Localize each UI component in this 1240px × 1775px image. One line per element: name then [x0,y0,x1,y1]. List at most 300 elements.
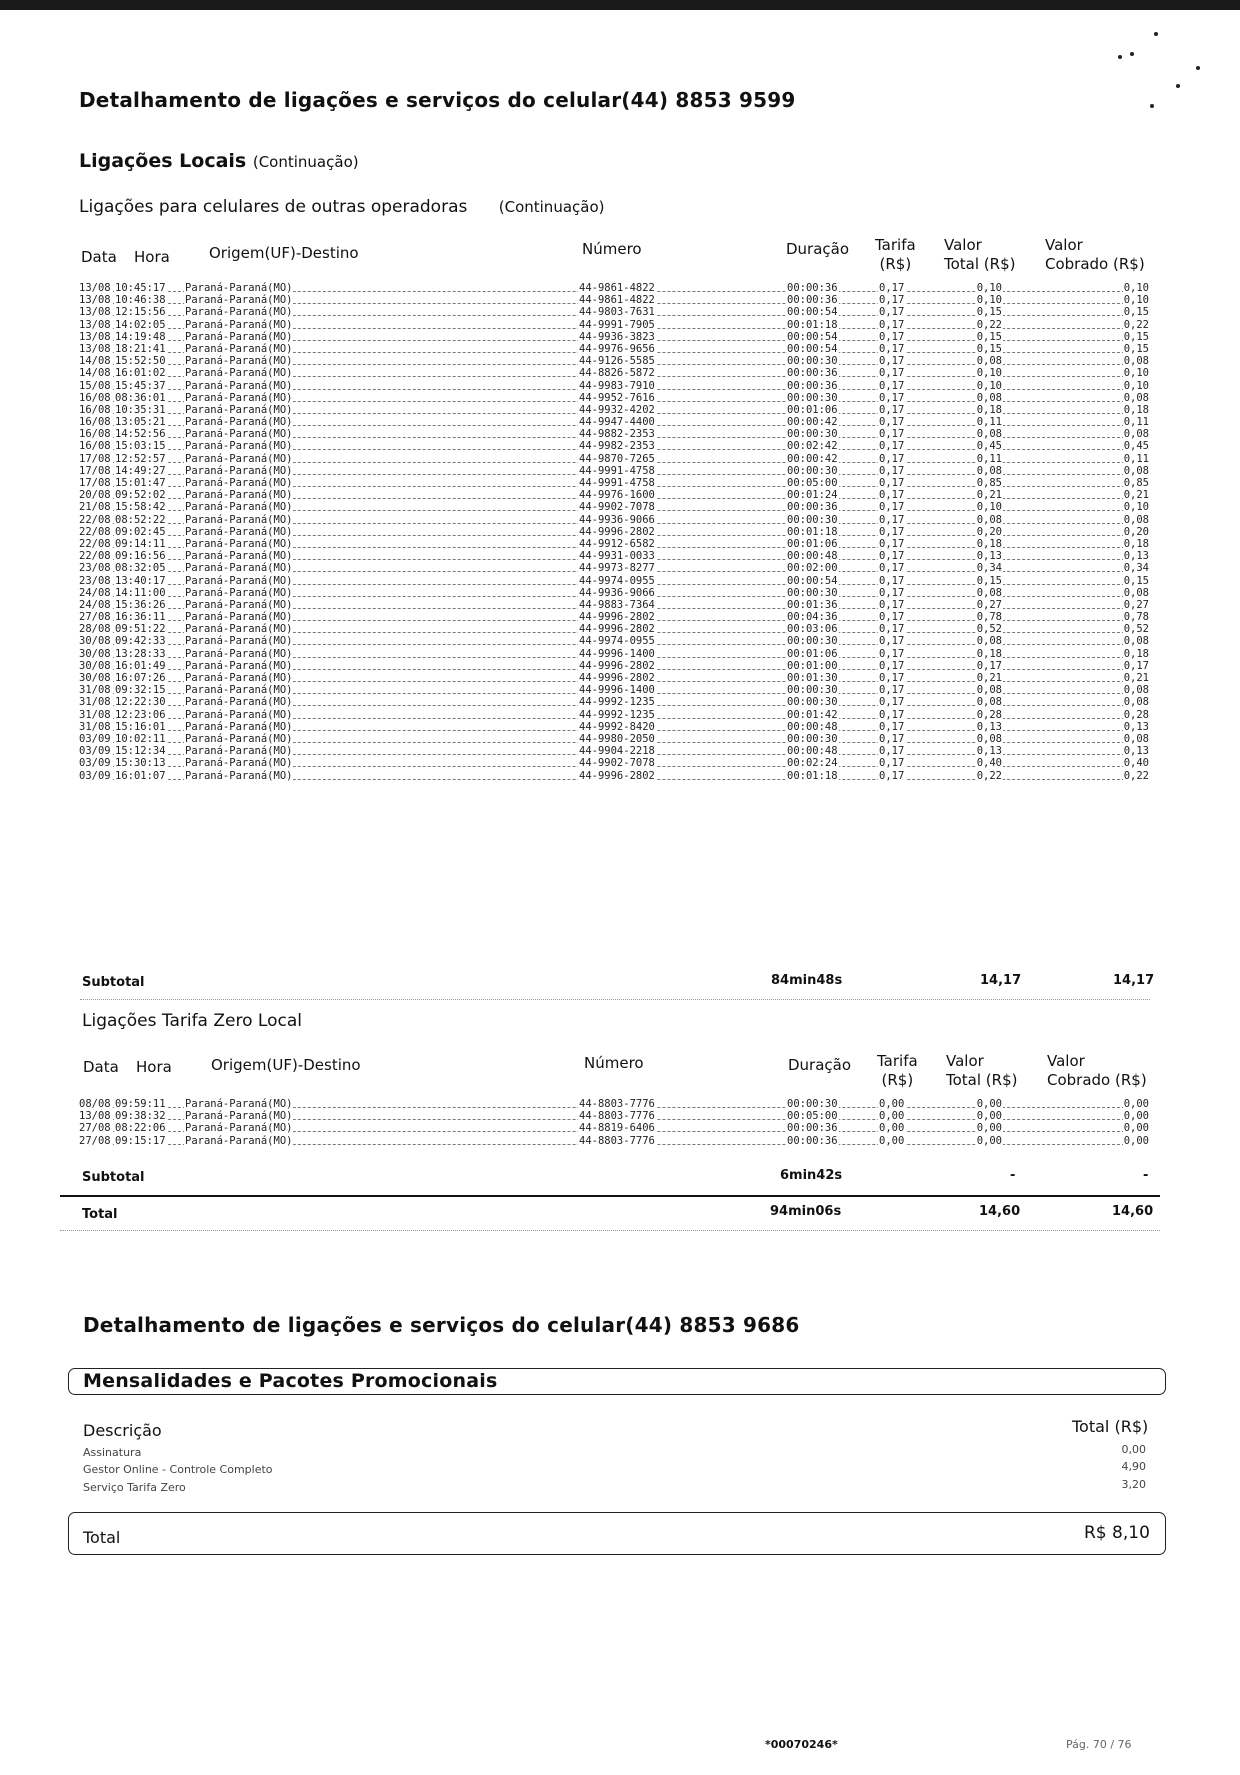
call-date: 13/08 [79,294,111,307]
call-total: 0,45 [976,440,1002,453]
call-total: 0,00 [976,1122,1002,1135]
call-duration: 00:00:36 [787,379,838,392]
package-box-title: Mensalidades e Pacotes Promocionais [83,1370,498,1392]
table-row [78,550,1150,562]
call-date: 22/08 [79,513,111,526]
call-charged: 0,18 [1123,647,1149,660]
col-hora: Hora [134,248,170,266]
desc-header: Descrição [83,1421,162,1440]
call-rate: 0,17 [879,708,905,721]
call-time: 15:30:13 [115,757,166,770]
call-charged: 0,15 [1123,330,1149,343]
call-total: 0,52 [976,623,1002,636]
col-valor-total-line2: Total (R$) [944,255,1016,273]
call-total: 0,10 [976,379,1002,392]
call-number: 44-9974-0955 [579,574,655,587]
call-date: 03/09 [79,757,111,770]
call-origin: Paraná-Paraná(MO) [185,720,293,733]
col-numero: Número [584,1054,644,1072]
call-duration: 00:04:36 [787,611,838,624]
call-total: 0,08 [976,696,1002,709]
call-number: 44-9992-1235 [579,696,655,709]
call-date: 31/08 [79,708,111,721]
call-origin: Paraná-Paraná(MO) [185,537,293,550]
call-charged: 0,22 [1123,769,1149,782]
call-total: 0,78 [976,611,1002,624]
call-time: 16:01:07 [115,769,166,782]
call-origin: Paraná-Paraná(MO) [185,745,293,758]
call-total: 0,15 [976,574,1002,587]
call-origin: Paraná-Paraná(MO) [185,367,293,380]
call-total: 0,08 [976,586,1002,599]
call-charged: 0,08 [1123,696,1149,709]
call-time: 13:40:17 [115,574,166,587]
calls-table [78,282,1150,782]
call-number: 44-9996-1400 [579,684,655,697]
table-row [78,684,1150,696]
call-origin: Paraná-Paraná(MO) [185,355,293,368]
call-date: 27/08 [79,611,111,624]
col-duracao: Duração [788,1056,852,1074]
call-origin: Paraná-Paraná(MO) [185,769,293,782]
call-time: 15:01:47 [115,477,166,489]
total-valor-cobrado: 14,60 [1112,1204,1154,1219]
call-rate: 0,17 [879,550,905,563]
call-time: 08:52:22 [115,513,166,526]
call-duration: 00:00:36 [787,501,838,514]
table-row [78,392,1150,404]
call-charged: 0,08 [1123,635,1149,648]
table-row [78,306,1150,318]
call-duration: 00:00:54 [787,330,838,343]
call-rate: 0,17 [879,732,905,745]
call-charged: 0,78 [1123,611,1149,624]
call-duration: 00:00:30 [787,391,838,404]
call-rate: 0,17 [879,513,905,526]
table-row [78,477,1150,489]
call-duration: 00:00:30 [787,1098,838,1110]
call-total: 0,34 [976,562,1002,575]
table-row [78,514,1150,526]
call-number: 44-9904-2218 [579,745,655,758]
call-date: 24/08 [79,586,111,599]
call-duration: 00:00:36 [787,367,838,380]
table-row [78,501,1150,513]
scan-speck [1150,104,1154,108]
call-duration: 00:00:54 [787,342,838,355]
subgroup-title [79,197,604,217]
call-duration: 00:01:06 [787,647,838,660]
call-date: 17/08 [79,477,111,489]
call-origin: Paraná-Paraná(MO) [185,330,293,343]
scan-speck [1118,55,1122,59]
call-origin: Paraná-Paraná(MO) [185,391,293,404]
call-date: 13/08 [79,1110,111,1123]
service-label: Assinatura [83,1446,142,1459]
group-name: Ligações Locais [79,150,247,172]
call-rate: 0,17 [879,757,905,770]
call-origin: Paraná-Paraná(MO) [185,513,293,526]
call-rate: 0,17 [879,525,905,538]
call-origin: Paraná-Paraná(MO) [185,696,293,709]
call-date: 13/08 [79,282,111,294]
table-row [78,587,1150,599]
call-charged: 0,08 [1123,586,1149,599]
call-charged: 0,10 [1123,367,1149,380]
total-valor-total: 14,60 [979,1204,1021,1219]
call-total: 0,08 [976,684,1002,697]
call-rate: 0,17 [879,623,905,636]
call-date: 23/08 [79,574,111,587]
col-tarifa-line1: Tarifa [875,236,916,254]
call-total: 0,21 [976,672,1002,684]
call-duration: 00:01:06 [787,403,838,416]
call-number: 44-9126-5585 [579,355,655,368]
call-date: 24/08 [79,598,111,611]
call-time: 13:05:21 [115,416,166,429]
zero-section-title: Ligações Tarifa Zero Local [82,1011,302,1031]
call-date: 27/08 [79,1122,111,1135]
col-valor-total-line2: Total (R$) [946,1071,1018,1089]
call-time: 12:22:30 [115,696,166,709]
call-date: 22/08 [79,537,111,550]
call-origin: Paraná-Paraná(MO) [185,489,293,502]
call-time: 15:45:37 [115,379,166,392]
subtotal-valor-total: 14,17 [980,973,1022,988]
group-suffix: (Continuação) [252,153,359,171]
call-total: 0,10 [976,501,1002,514]
subgroup-name: Ligações para celulares de outras operadoras [79,197,468,217]
call-duration: 00:00:30 [787,732,838,745]
call-number: 44-9936-9066 [579,586,655,599]
call-charged: 0,28 [1123,708,1149,721]
call-total: 0,15 [976,342,1002,355]
table-row [78,489,1150,501]
call-origin: Paraná-Paraná(MO) [185,574,293,587]
call-time: 09:32:15 [115,684,166,697]
call-rate: 0,17 [879,440,905,453]
call-time: 10:02:11 [115,732,166,745]
col-tarifa-line2: (R$) [879,255,912,273]
subtotal-valor-total: - [1010,1168,1016,1183]
call-time: 09:15:17 [115,1134,166,1147]
col-tarifa-line2: (R$) [881,1071,914,1089]
call-number: 44-9912-6582 [579,537,655,550]
scan-speck [1130,52,1134,56]
call-date: 17/08 [79,452,111,465]
table-row [78,721,1150,733]
call-date: 15/08 [79,379,111,392]
call-rate: 0,17 [879,428,905,441]
call-duration: 00:00:54 [787,306,838,319]
call-number: 44-9861-4822 [579,282,655,294]
call-rate: 0,17 [879,598,905,611]
call-charged: 0,21 [1123,672,1149,684]
table-row [78,380,1150,392]
call-number: 44-9996-2802 [579,769,655,782]
subtotal-duration: 6min42s [780,1168,843,1183]
call-charged: 0,45 [1123,440,1149,453]
call-time: 10:35:31 [115,403,166,416]
call-total: 0,08 [976,732,1002,745]
table-row [78,599,1150,611]
call-time: 14:19:48 [115,330,166,343]
col-valor-cobrado-line2: Cobrado (R$) [1047,1071,1147,1089]
table-row [78,709,1150,721]
call-total: 0,18 [976,537,1002,550]
call-number: 44-8803-7776 [579,1110,655,1123]
call-rate: 0,00 [879,1134,905,1147]
call-total: 0,18 [976,403,1002,416]
scan-speck [1196,66,1200,70]
call-total: 0,27 [976,598,1002,611]
call-number: 44-9996-2802 [579,611,655,624]
call-date: 22/08 [79,550,111,563]
call-date: 30/08 [79,672,111,684]
call-total: 0,13 [976,745,1002,758]
call-number: 44-9976-1600 [579,489,655,502]
call-charged: 0,15 [1123,574,1149,587]
call-origin: Paraná-Paraná(MO) [185,672,293,684]
call-rate: 0,17 [879,501,905,514]
col-origem: Origem(UF)-Destino [211,1056,361,1074]
call-number: 44-9936-3823 [579,330,655,343]
table-row [78,672,1150,684]
total-duration: 94min06s [770,1204,842,1219]
call-rate: 0,17 [879,489,905,502]
table-row [78,757,1150,769]
call-charged: 0,10 [1123,379,1149,392]
call-time: 08:22:06 [115,1122,166,1135]
call-origin: Paraná-Paraná(MO) [185,562,293,575]
call-date: 03/09 [79,769,111,782]
call-origin: Paraná-Paraná(MO) [185,623,293,636]
call-rate: 0,17 [879,342,905,355]
table-row [78,733,1150,745]
call-duration: 00:00:42 [787,452,838,465]
call-date: 17/08 [79,464,111,477]
call-date: 22/08 [79,525,111,538]
call-number: 44-8819-6406 [579,1122,655,1135]
call-time: 15:58:42 [115,501,166,514]
call-date: 13/08 [79,330,111,343]
call-time: 08:36:01 [115,391,166,404]
call-rate: 0,17 [879,452,905,465]
col-valor-cobrado-line1: Valor [1047,1052,1085,1070]
call-total: 0,20 [976,525,1002,538]
scan-top-edge [0,0,1240,10]
call-total: 0,08 [976,635,1002,648]
call-date: 28/08 [79,623,111,636]
call-number: 44-9861-4822 [579,294,655,307]
call-number: 44-9803-7631 [579,306,655,319]
call-rate: 0,17 [879,477,905,489]
call-duration: 00:00:36 [787,294,838,307]
call-duration: 00:00:48 [787,720,838,733]
col-data: Data [81,248,117,266]
call-total: 0,00 [976,1098,1002,1110]
call-total: 0,08 [976,391,1002,404]
total-box [68,1512,1166,1555]
call-rate: 0,00 [879,1122,905,1135]
call-rate: 0,17 [879,403,905,416]
call-charged: 0,11 [1123,416,1149,429]
call-charged: 0,15 [1123,306,1149,319]
table-row [78,465,1150,477]
call-origin: Paraná-Paraná(MO) [185,440,293,453]
call-duration: 00:01:18 [787,318,838,331]
call-duration: 00:00:30 [787,464,838,477]
call-date: 27/08 [79,1134,111,1147]
call-origin: Paraná-Paraná(MO) [185,342,293,355]
call-charged: 0,10 [1123,294,1149,307]
call-duration: 00:05:00 [787,477,838,489]
call-rate: 0,17 [879,647,905,660]
call-charged: 0,00 [1123,1098,1149,1110]
call-charged: 0,08 [1123,355,1149,368]
call-number: 44-9991-4758 [579,477,655,489]
call-time: 09:14:11 [115,537,166,550]
table-row [78,745,1150,757]
call-rate: 0,17 [879,537,905,550]
call-number: 44-9932-4202 [579,403,655,416]
call-rate: 0,17 [879,367,905,380]
call-rate: 0,17 [879,586,905,599]
call-date: 14/08 [79,367,111,380]
call-number: 44-9882-2353 [579,428,655,441]
col-valor-total [946,1052,1017,1090]
call-rate: 0,17 [879,720,905,733]
call-duration: 00:00:36 [787,1122,838,1135]
call-duration: 00:00:42 [787,416,838,429]
call-origin: Paraná-Paraná(MO) [185,1134,293,1147]
call-charged: 0,13 [1123,720,1149,733]
call-charged: 0,08 [1123,391,1149,404]
subtotal-valor-cobrado: - [1143,1168,1149,1183]
col-valor-total [944,236,1015,274]
service-value: 0,00 [1121,1443,1146,1456]
call-date: 16/08 [79,416,111,429]
call-charged: 0,85 [1123,477,1149,489]
call-time: 09:59:11 [115,1098,166,1110]
call-time: 13:28:33 [115,647,166,660]
call-origin: Paraná-Paraná(MO) [185,647,293,660]
call-charged: 0,15 [1123,342,1149,355]
call-origin: Paraná-Paraná(MO) [185,428,293,441]
call-time: 10:46:38 [115,294,166,307]
call-time: 09:02:45 [115,525,166,538]
call-total: 0,22 [976,769,1002,782]
call-charged: 0,40 [1123,757,1149,770]
col-valor-cobrado [1047,1052,1147,1090]
page-number: Pág. 70 / 76 [1066,1738,1132,1751]
table-row [78,416,1150,428]
call-charged: 0,10 [1123,501,1149,514]
table-row [78,428,1150,440]
call-total: 0,08 [976,513,1002,526]
col-tarifa [877,1052,918,1090]
call-time: 14:11:00 [115,586,166,599]
call-rate: 0,00 [879,1110,905,1123]
call-number: 44-9947-4400 [579,416,655,429]
call-origin: Paraná-Paraná(MO) [185,708,293,721]
call-total: 0,10 [976,294,1002,307]
table-row [78,1110,1150,1122]
call-charged: 0,52 [1123,623,1149,636]
call-origin: Paraná-Paraná(MO) [185,732,293,745]
call-duration: 00:02:42 [787,440,838,453]
call-date: 30/08 [79,647,111,660]
call-duration: 00:01:06 [787,537,838,550]
call-total: 0,18 [976,647,1002,660]
table-row [78,282,1150,294]
call-time: 09:52:02 [115,489,166,502]
table-row [78,331,1150,343]
table-row [78,660,1150,672]
call-charged: 0,08 [1123,732,1149,745]
call-charged: 0,00 [1123,1134,1149,1147]
call-origin: Paraná-Paraná(MO) [185,416,293,429]
call-number: 44-9996-2802 [579,623,655,636]
col-origem: Origem(UF)-Destino [209,244,359,262]
call-time: 12:15:56 [115,306,166,319]
col-valor-cobrado-line2: Cobrado (R$) [1045,255,1145,273]
call-origin: Paraná-Paraná(MO) [185,306,293,319]
call-time: 16:01:02 [115,367,166,380]
call-origin: Paraná-Paraná(MO) [185,1098,293,1110]
call-total: 0,40 [976,757,1002,770]
service-label: Gestor Online - Controle Completo [83,1463,273,1476]
call-origin: Paraná-Paraná(MO) [185,294,293,307]
call-rate: 0,17 [879,672,905,684]
call-total: 0,15 [976,330,1002,343]
call-number: 44-9976-9656 [579,342,655,355]
call-rate: 0,17 [879,696,905,709]
call-total: 0,13 [976,550,1002,563]
call-charged: 0,08 [1123,513,1149,526]
call-duration: 00:00:30 [787,586,838,599]
call-duration: 00:00:48 [787,550,838,563]
call-total: 0,08 [976,428,1002,441]
call-duration: 00:00:30 [787,355,838,368]
call-duration: 00:01:36 [787,598,838,611]
call-number: 44-9996-2802 [579,659,655,672]
total-rule [60,1195,1160,1197]
col-numero: Número [582,240,642,258]
call-date: 16/08 [79,403,111,416]
call-date: 16/08 [79,428,111,441]
call-total: 0,10 [976,282,1002,294]
call-origin: Paraná-Paraná(MO) [185,1122,293,1135]
call-duration: 00:00:48 [787,745,838,758]
call-charged: 0,00 [1123,1110,1149,1123]
call-rate: 0,17 [879,464,905,477]
call-duration: 00:00:36 [787,1134,838,1147]
subtotal-duration: 84min48s [771,973,843,988]
call-rate: 0,17 [879,745,905,758]
call-date: 13/08 [79,342,111,355]
call-origin: Paraná-Paraná(MO) [185,550,293,563]
call-number: 44-9991-4758 [579,464,655,477]
call-rate: 0,17 [879,306,905,319]
call-origin: Paraná-Paraná(MO) [185,757,293,770]
call-time: 15:16:01 [115,720,166,733]
call-time: 14:52:56 [115,428,166,441]
subtotal-valor-cobrado: 14,17 [1113,973,1155,988]
call-charged: 0,00 [1123,1122,1149,1135]
call-number: 44-9952-7616 [579,391,655,404]
call-origin: Paraná-Paraná(MO) [185,586,293,599]
